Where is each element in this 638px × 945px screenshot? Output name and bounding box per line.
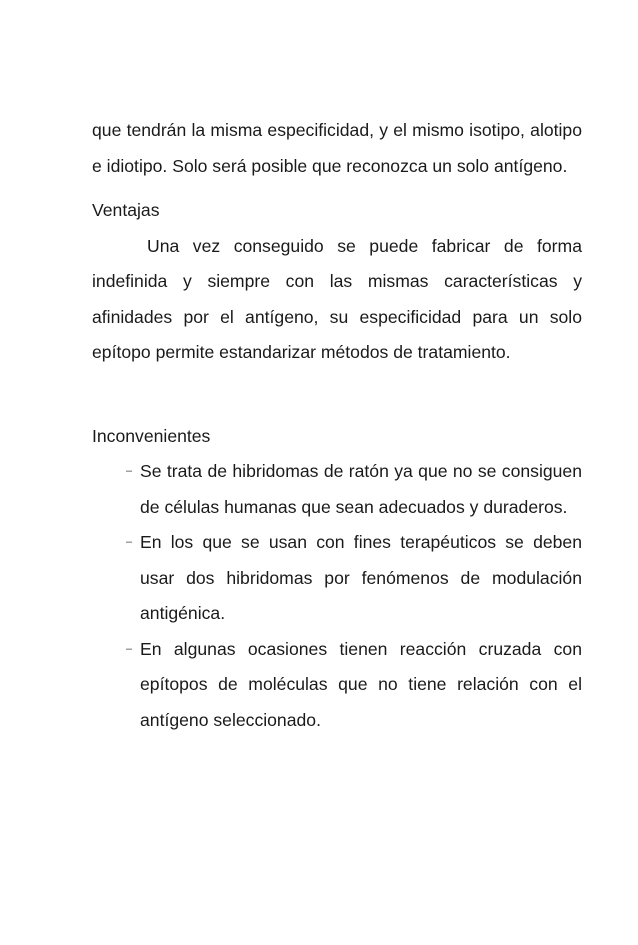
page-content (92, 113, 582, 738)
paragraph-ventajas: Una vez conseguido se puede fabricar de forma indefinida y siempre con las mismas características y afinidades por el antígeno, su especificidad para un solo epítopo permite estandarizar métodos de tratamiento. (92, 235, 582, 362)
heading-inconvenientes: Inconvenientes (92, 425, 211, 446)
dash-bullet-icon: – (126, 642, 133, 655)
list-item-text: En los que se usan con fines terapéuticos se deben usar dos hibridomas por fenómenos de modulación antigénica. (140, 532, 582, 623)
paragraph-continuation: que tendrán la misma especificidad, y el mismo isotipo, alotipo e idiotipo. Solo será posible que reconozca un solo antígeno. (92, 120, 582, 176)
heading-ventajas: Ventajas (92, 200, 160, 220)
list-item (92, 632, 582, 739)
list-item-text: En algunas ocasiones tienen reacción cruzada con epítopos de moléculas que no tiene relación con el antígeno seleccionado. (140, 638, 582, 730)
dash-bullet-icon: – (126, 465, 133, 477)
inconvenientes-list (92, 454, 582, 738)
list-item-text: Se trata de hibridomas de ratón ya que no se consiguen de células humanas que sean adecuados y duraderos. (140, 461, 582, 517)
section-spacer (92, 371, 582, 419)
dash-bullet-icon: – (126, 536, 133, 548)
list-item (92, 454, 582, 525)
list-item (92, 525, 582, 632)
